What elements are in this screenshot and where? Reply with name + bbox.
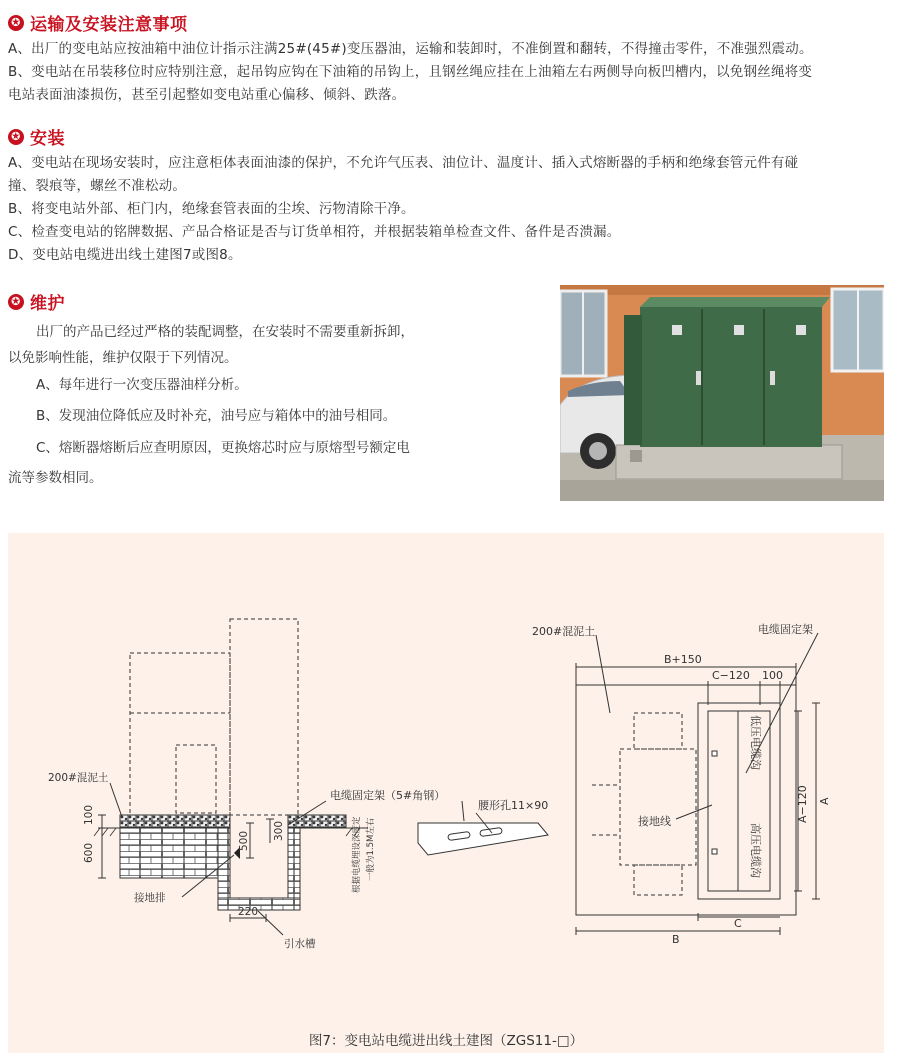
drain-label: 引水槽 — [284, 938, 316, 950]
dim-100-right: 100 — [762, 669, 783, 682]
ground-wire-label: 接地线 — [638, 815, 671, 828]
right-concrete-label: 200#混泥土 — [532, 625, 596, 638]
install-line: 撞、裂痕等，螺丝不准松动。 — [8, 178, 187, 194]
section-title-install — [8, 124, 65, 149]
transport-line: A、出厂的变电站应按油箱中油位计指示注满25#(45#)变压器油，运输和装卸时，不准倒置和翻转，不得撞击零件，不准强烈震动。 — [8, 41, 813, 57]
dim-300: 300 — [273, 820, 285, 841]
maintain-line: B、发现油位降低应及时补充，油号应与箱体中的油号相同。 — [36, 408, 397, 424]
install-line: C、检查变电站的铭牌数据、产品合格证是否与订货单相符，并根据装箱单检查文件、备件是否溃漏。 — [8, 224, 621, 240]
section-title-maintain — [8, 289, 65, 314]
dim-c: C — [734, 917, 742, 930]
install-line: A、变电站在现场安装时，应注意柜体表面油漆的保护，不允许气压表、油位计、温度计、插入式熔断器的手柄和绝缘套管元件有碰 — [8, 155, 799, 171]
section-title-text: 维护 — [30, 294, 65, 314]
dim-100-left: 100 — [83, 804, 95, 825]
dim-500: 500 — [238, 830, 250, 851]
bracket-label-left: 电缆固定架（5#角钢） — [330, 789, 446, 802]
install-line: B、将变电站外部、柜门内，绝缘套管表面的尘埃、污物清除干净。 — [8, 201, 415, 217]
substation-photo-illustration — [560, 285, 884, 501]
dim-c120: C−120 — [712, 669, 750, 682]
maintain-line: 以免影响性能，维护仅限于下列情况。 — [8, 350, 238, 366]
slot-label: 腰形孔11×90 — [478, 799, 549, 812]
maintain-line: 流等参数相同。 — [8, 470, 103, 486]
substation-photo — [560, 285, 884, 501]
lv-trench-label: 低压电缆沟 — [749, 715, 762, 770]
install-paragraph — [8, 152, 888, 267]
transport-line: B、变电站在吊装移位时应特别注意，起吊钩应钩在下油箱的吊钩上，且钢丝绳应挂在上油箱左右两侧导向板凹槽内，以免钢丝绳将变 — [8, 64, 813, 80]
dim-220: 220 — [238, 906, 259, 918]
star-badge-icon: ✪ — [8, 129, 24, 145]
maintain-line: A、每年进行一次变压器油样分析。 — [36, 377, 248, 393]
dim-600: 600 — [83, 842, 95, 863]
dim-b150: B+150 — [664, 653, 702, 666]
star-badge-icon: ✪ — [8, 294, 24, 310]
civil-drawing-figure — [8, 533, 884, 1053]
hv-trench-label: 高压电缆沟 — [749, 823, 762, 878]
figure-caption: 图7：变电站电缆进出线土建图（ZGS11-□） — [308, 1033, 584, 1049]
install-line: D、变电站电缆进出线土建图7或图8。 — [8, 247, 242, 263]
section-title-text: 运输及安装注意事项 — [30, 15, 188, 35]
maintain-line: 出厂的产品已经过严格的装配调整，在安装时不需要重新拆卸， — [36, 324, 414, 340]
maintain-line: C、熔断器熔断后应查明原因，更换熔芯时应与原熔型号额定电 — [36, 440, 410, 456]
left-concrete-label: 200#混泥土 — [48, 772, 109, 784]
section-title-text: 安装 — [30, 129, 65, 149]
depth-note-2: 一般为1.5M左右 — [366, 817, 376, 881]
civil-drawing — [8, 533, 884, 1021]
star-badge-icon: ✪ — [8, 15, 24, 31]
transport-line: 电站表面油漆损伤，甚至引起整如变电站重心偏移、倾斜、跌落。 — [8, 87, 406, 103]
dim-a: A — [818, 797, 831, 805]
dim-a120: A−120 — [796, 785, 809, 823]
bracket-label-right: 电缆固定架 — [758, 623, 813, 636]
transport-paragraph — [8, 38, 888, 107]
ground-bar-label: 接地排 — [134, 892, 166, 904]
depth-note-1: 根据电缆埋设深度定 — [352, 816, 362, 893]
right-plan-drawing — [576, 633, 820, 935]
section-title-transport — [8, 10, 188, 35]
dim-b: B — [672, 933, 680, 946]
left-section-drawing — [94, 619, 548, 935]
